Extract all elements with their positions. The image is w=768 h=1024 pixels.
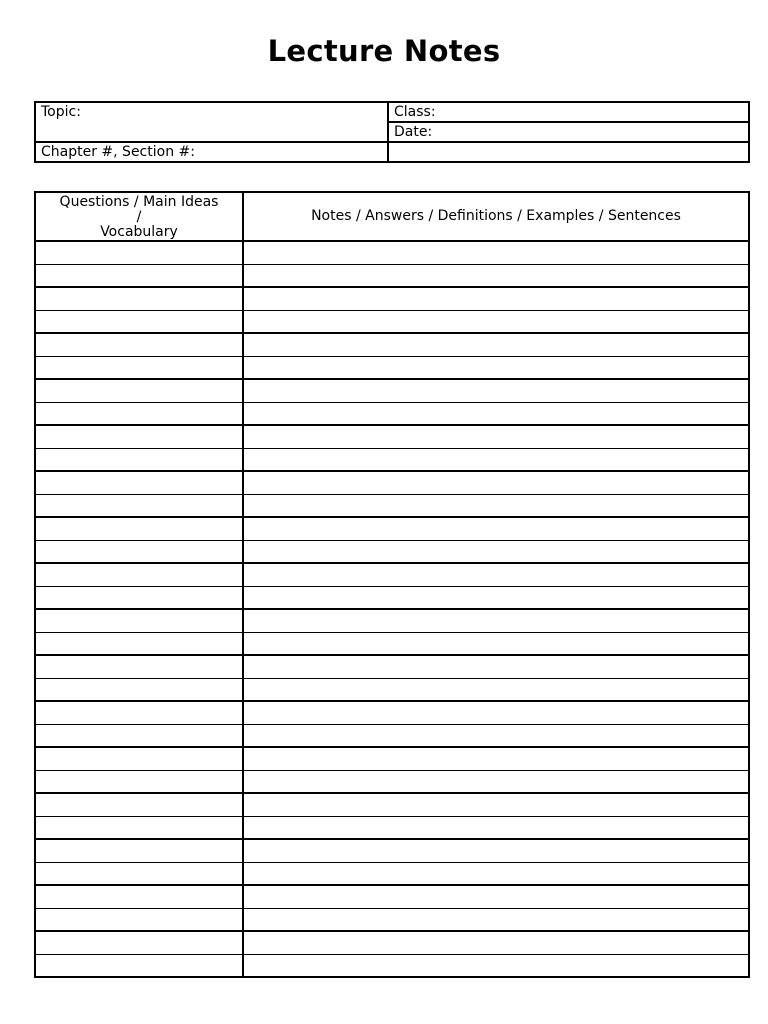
notes-cell[interactable] <box>243 379 749 402</box>
questions-header-line-3: Vocabulary <box>100 224 178 240</box>
questions-column-header <box>35 192 243 241</box>
questions-cell[interactable] <box>35 586 243 609</box>
notes-cell[interactable] <box>243 586 749 609</box>
notes-cell[interactable] <box>243 402 749 425</box>
questions-cell[interactable] <box>35 816 243 839</box>
questions-cell[interactable] <box>35 655 243 678</box>
notes-row <box>35 678 749 701</box>
header-info-table <box>34 101 750 163</box>
notes-cell[interactable] <box>243 655 749 678</box>
questions-cell[interactable] <box>35 908 243 931</box>
notes-cell[interactable] <box>243 931 749 954</box>
notes-cell[interactable] <box>243 816 749 839</box>
questions-cell[interactable] <box>35 839 243 862</box>
questions-cell[interactable] <box>35 678 243 701</box>
notes-cell[interactable] <box>243 471 749 494</box>
notes-cell[interactable] <box>243 356 749 379</box>
notes-cell[interactable] <box>243 609 749 632</box>
questions-cell[interactable] <box>35 862 243 885</box>
questions-cell[interactable] <box>35 379 243 402</box>
notes-table-header-row <box>35 192 749 241</box>
header-row-chapter <box>35 142 749 162</box>
questions-cell[interactable] <box>35 885 243 908</box>
notes-row <box>35 609 749 632</box>
questions-header-line-1: Questions / Main Ideas <box>59 194 219 210</box>
questions-cell[interactable] <box>35 402 243 425</box>
questions-cell[interactable] <box>35 563 243 586</box>
notes-row <box>35 954 749 977</box>
questions-header-line-2: / <box>136 209 142 225</box>
notes-row <box>35 793 749 816</box>
notes-row <box>35 241 749 264</box>
questions-cell[interactable] <box>35 494 243 517</box>
questions-cell[interactable] <box>35 287 243 310</box>
notes-row <box>35 747 749 770</box>
notes-row <box>35 517 749 540</box>
notes-row <box>35 931 749 954</box>
notes-row <box>35 908 749 931</box>
questions-cell[interactable] <box>35 632 243 655</box>
notes-row <box>35 356 749 379</box>
notes-cell[interactable] <box>243 839 749 862</box>
notes-cell[interactable] <box>243 678 749 701</box>
notes-row <box>35 816 749 839</box>
questions-cell[interactable] <box>35 609 243 632</box>
notes-cell[interactable] <box>243 793 749 816</box>
class-label: Class: <box>394 104 436 120</box>
questions-cell[interactable] <box>35 241 243 264</box>
topic-label: Topic: <box>41 104 81 120</box>
date-field[interactable] <box>388 122 749 142</box>
notes-cell[interactable] <box>243 241 749 264</box>
notes-cell[interactable] <box>243 632 749 655</box>
notes-row <box>35 770 749 793</box>
cornell-notes-table <box>34 191 750 978</box>
notes-row <box>35 885 749 908</box>
notes-row <box>35 379 749 402</box>
notes-row <box>35 701 749 724</box>
notes-row <box>35 724 749 747</box>
notes-row <box>35 448 749 471</box>
notes-cell[interactable] <box>243 333 749 356</box>
notes-row <box>35 425 749 448</box>
questions-cell[interactable] <box>35 724 243 747</box>
questions-cell[interactable] <box>35 310 243 333</box>
notes-row <box>35 632 749 655</box>
date-label: Date: <box>394 124 433 140</box>
blank-field[interactable] <box>388 142 749 162</box>
questions-cell[interactable] <box>35 954 243 977</box>
notes-table-body <box>35 241 749 977</box>
notes-cell[interactable] <box>243 540 749 563</box>
questions-cell[interactable] <box>35 701 243 724</box>
notes-cell[interactable] <box>243 517 749 540</box>
notes-row <box>35 862 749 885</box>
questions-cell[interactable] <box>35 333 243 356</box>
questions-cell[interactable] <box>35 540 243 563</box>
notes-cell[interactable] <box>243 264 749 287</box>
notes-row <box>35 333 749 356</box>
class-field[interactable] <box>388 102 749 122</box>
notes-cell[interactable] <box>243 494 749 517</box>
notes-cell[interactable] <box>243 747 749 770</box>
notes-row <box>35 471 749 494</box>
notes-row <box>35 264 749 287</box>
notes-cell[interactable] <box>243 954 749 977</box>
notes-row <box>35 839 749 862</box>
notes-cell[interactable] <box>243 770 749 793</box>
notes-column-header: Notes / Answers / Definitions / Examples / Sentences <box>243 192 749 241</box>
notes-cell[interactable] <box>243 885 749 908</box>
notes-row <box>35 287 749 310</box>
chapter-section-field[interactable] <box>35 142 388 162</box>
questions-cell[interactable] <box>35 425 243 448</box>
notes-row <box>35 586 749 609</box>
questions-cell[interactable] <box>35 471 243 494</box>
questions-cell[interactable] <box>35 448 243 471</box>
notes-row <box>35 310 749 333</box>
questions-cell[interactable] <box>35 517 243 540</box>
notes-row <box>35 540 749 563</box>
questions-cell[interactable] <box>35 356 243 379</box>
questions-cell[interactable] <box>35 931 243 954</box>
notes-cell[interactable] <box>243 908 749 931</box>
notes-cell[interactable] <box>243 310 749 333</box>
notes-cell[interactable] <box>243 448 749 471</box>
page-title: Lecture Notes <box>267 34 501 68</box>
notes-row <box>35 655 749 678</box>
notes-cell[interactable] <box>243 724 749 747</box>
chapter-section-label: Chapter #, Section #: <box>41 144 195 160</box>
notes-row <box>35 494 749 517</box>
notes-cell[interactable] <box>243 287 749 310</box>
header-row-topic-class <box>35 102 749 122</box>
topic-field[interactable] <box>35 102 388 142</box>
notes-cell[interactable] <box>243 862 749 885</box>
questions-cell[interactable] <box>35 264 243 287</box>
notes-cell[interactable] <box>243 425 749 448</box>
notes-row <box>35 402 749 425</box>
questions-cell[interactable] <box>35 770 243 793</box>
notes-row <box>35 563 749 586</box>
notes-cell[interactable] <box>243 563 749 586</box>
questions-cell[interactable] <box>35 747 243 770</box>
questions-cell[interactable] <box>35 793 243 816</box>
notes-cell[interactable] <box>243 701 749 724</box>
